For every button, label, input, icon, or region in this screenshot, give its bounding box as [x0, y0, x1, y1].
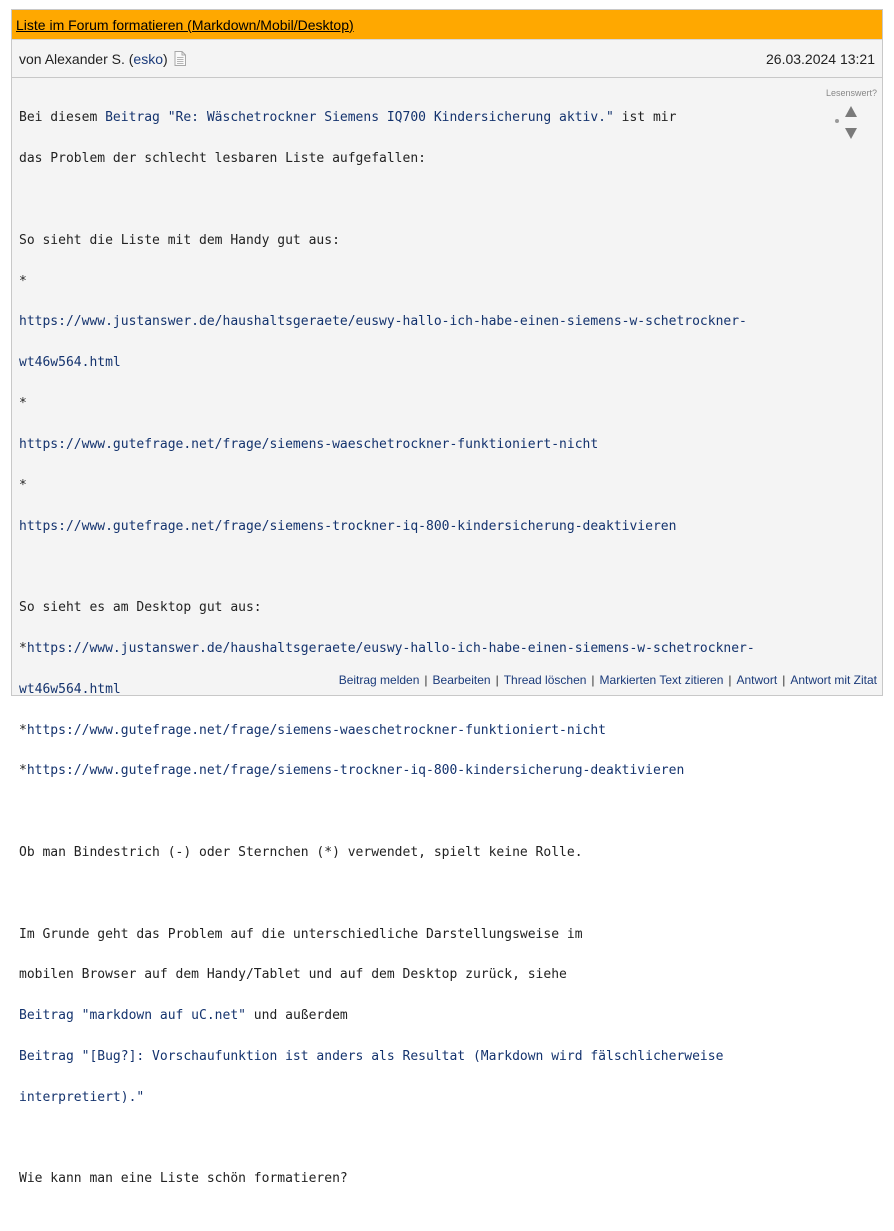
separator: | — [782, 673, 786, 687]
content-line — [19, 435, 875, 455]
separator: | — [424, 673, 428, 687]
blank-line — [19, 1129, 875, 1149]
url-link-gutefrage-2[interactable]: https://www.gutefrage.net/frage/siemens-trockner-iq-800-kindersicherung-deaktivieren — [19, 518, 677, 534]
list-marker: * — [19, 763, 27, 779]
thread-title-link[interactable]: Liste im Forum formatieren (Markdown/Mobil/Desktop) — [16, 16, 354, 33]
author-nick-link[interactable]: esko — [133, 50, 163, 67]
content-line — [19, 1088, 875, 1108]
content-line: Wie kann man eine Liste schön formatieren? — [19, 1171, 348, 1187]
content-line — [19, 312, 875, 332]
quote-marked-text-link[interactable]: Markierten Text zitieren — [599, 673, 724, 687]
author-suffix: ) — [162, 50, 168, 67]
url-link-gutefrage-1[interactable]: https://www.gutefrage.net/frage/siemens-waeschetrockner-funktioniert-nicht — [19, 436, 599, 452]
list-marker: * — [19, 396, 27, 412]
content-line: mobilen Browser auf dem Handy/Tablet und auf dem Desktop zurück, siehe — [19, 967, 567, 983]
post-date: 26.03.2024 13:21 — [766, 50, 875, 67]
content-line — [19, 761, 875, 781]
forum-post — [11, 9, 883, 1187]
url-link-justanswer[interactable]: https://www.justanswer.de/haushaltsgeraete/euswy-hallo-ich-habe-einen-siemens-w-schetrockner- — [19, 314, 747, 330]
content-line: das Problem der schlecht lesbaren Liste aufgefallen: — [19, 151, 426, 167]
content-line — [19, 1006, 875, 1026]
separator: | — [591, 673, 595, 687]
reply-link[interactable]: Antwort — [736, 673, 778, 687]
url-link-gutefrage-2[interactable]: https://www.gutefrage.net/frage/siemens-trockner-iq-800-kindersicherung-deaktivieren — [26, 763, 685, 779]
report-post-link[interactable]: Beitrag melden — [338, 673, 420, 687]
post-actions — [339, 673, 877, 687]
post-body — [12, 78, 882, 1231]
url-link-justanswer[interactable]: https://www.justanswer.de/haushaltsgeraete/euswy-hallo-ich-habe-einen-siemens-w-schetrockner- — [26, 640, 755, 656]
post-meta-bar — [12, 40, 882, 78]
content-line: Ob man Bindestrich (-) oder Sternchen (*) verwendet, spielt keine Rolle. — [19, 844, 583, 860]
list-marker: * — [19, 273, 27, 289]
list-marker: * — [19, 477, 27, 493]
text-segment: Bei diesem — [19, 110, 106, 126]
rating-label: Lesenswert? — [825, 88, 877, 98]
list-marker: * — [19, 640, 27, 656]
url-link-justanswer-cont[interactable]: wt46w564.html — [19, 681, 121, 697]
content-line: So sieht die Liste mit dem Handy gut aus: — [19, 232, 340, 248]
content-line — [19, 353, 875, 373]
author-info — [19, 51, 186, 67]
edit-post-link[interactable]: Bearbeiten — [432, 673, 491, 687]
blank-line — [19, 884, 875, 904]
url-link-justanswer-cont[interactable]: wt46w564.html — [19, 355, 121, 371]
blank-line — [19, 802, 875, 822]
blank-line — [19, 557, 875, 577]
rating-arrows — [813, 104, 877, 140]
text-segment: und außerdem — [245, 1008, 348, 1024]
blank-line — [19, 190, 875, 210]
content-line: Im Grunde geht das Problem auf die unterschiedliche Darstellungsweise im — [19, 926, 583, 942]
separator: | — [495, 673, 499, 687]
content-line — [19, 639, 875, 659]
title-bar — [12, 10, 882, 40]
url-link-gutefrage-1[interactable]: https://www.gutefrage.net/frage/siemens-waeschetrockner-funktioniert-nicht — [26, 722, 607, 738]
post-reference-link[interactable]: Beitrag "Re: Wäschetrockner Siemens IQ700 Kindersicherung aktiv." — [105, 110, 614, 126]
content-line — [19, 517, 875, 537]
content-line — [19, 1047, 875, 1067]
content-line: So sieht es am Desktop gut aus: — [19, 600, 262, 616]
content-line — [19, 108, 875, 128]
downvote-arrow-icon[interactable] — [845, 128, 857, 139]
list-marker: * — [19, 722, 27, 738]
rating-dot-icon — [835, 119, 839, 123]
post-reference-link-bug-cont[interactable]: interpretiert)." — [19, 1089, 145, 1105]
rating-widget — [813, 88, 877, 140]
content-line — [19, 721, 875, 741]
post-reference-link-markdown[interactable]: Beitrag "markdown auf uC.net" — [19, 1008, 246, 1024]
post-reference-link-bug[interactable]: Beitrag "[Bug?]: Vorschaufunktion ist anders als Resultat (Markdown wird fälschlicherweise — [19, 1049, 724, 1065]
upvote-arrow-icon[interactable] — [845, 106, 857, 117]
text-segment: ist mir — [613, 110, 677, 126]
document-icon[interactable] — [174, 51, 186, 66]
post-content — [19, 88, 875, 1231]
author-name: von Alexander S. ( — [19, 50, 134, 67]
reply-with-quote-link[interactable]: Antwort mit Zitat — [790, 673, 877, 687]
delete-thread-link[interactable]: Thread löschen — [503, 673, 587, 687]
separator: | — [728, 673, 732, 687]
